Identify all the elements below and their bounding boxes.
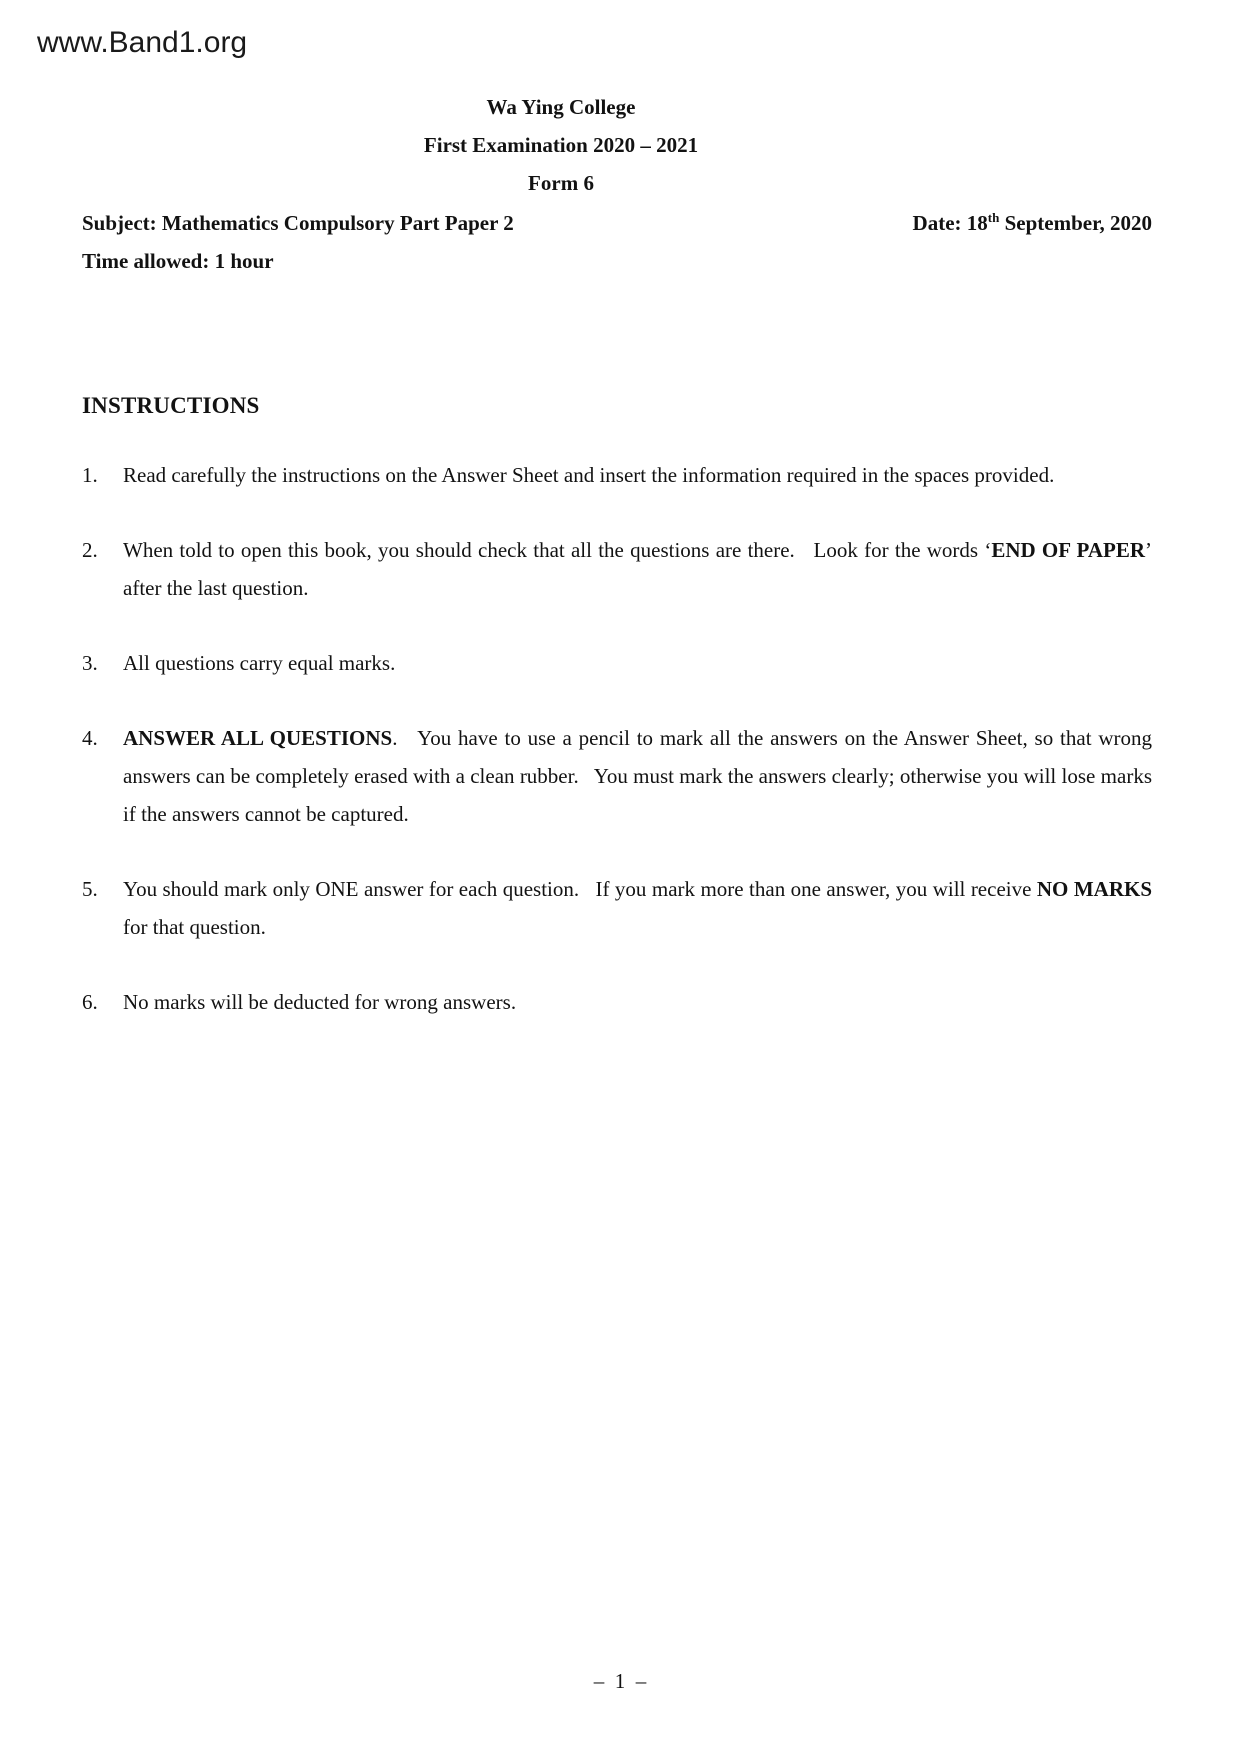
date-line: Date: 18th September, 2020 — [912, 210, 1152, 235]
time-row — [82, 242, 1152, 280]
instruction-number: 1. — [82, 463, 98, 487]
instruction-text: You should mark only ONE answer for each question. If you mark more than one answer, you will receive NO MARKS for that question. — [123, 877, 1158, 939]
instruction-text: ANSWER ALL QUESTIONS. You have to use a pencil to mark all the answers on the Answer Sheet, so that wrong answers can be completely erased with a clean rubber. You must mark the answers clearly; otherwise you will lose marks if the answers cannot be captured. — [123, 726, 1158, 826]
instruction-text: No marks will be deducted for wrong answers. — [123, 990, 517, 1014]
instruction-number: 5. — [82, 877, 98, 901]
instruction-item — [82, 719, 1158, 833]
page-number: – 1 – — [593, 1669, 647, 1693]
instruction-item — [82, 644, 1152, 682]
instruction-text: All questions carry equal marks. — [123, 651, 396, 675]
exam-title: First Examination 2020 – 2021 — [423, 133, 699, 157]
school-name: Wa Ying College — [486, 95, 636, 119]
instructions-heading: INSTRUCTIONS — [82, 393, 260, 418]
form-level: Form 6 — [528, 171, 594, 195]
exam-meta — [82, 204, 1152, 280]
subject-date-row — [82, 204, 1152, 242]
watermark-url: www.Band1.org — [37, 26, 248, 59]
instruction-number: 4. — [82, 726, 98, 750]
instruction-item — [82, 870, 1158, 946]
instruction-text: When told to open this book, you should check that all the questions are there. Look for the words ‘END OF PAPER’ after the last question. — [123, 538, 1158, 600]
subject-line: Subject: Mathematics Compulsory Part Paper 2 — [82, 211, 514, 235]
instructions-section — [82, 392, 1158, 1021]
instruction-item — [82, 983, 1152, 1021]
instruction-text: Read carefully the instructions on the Answer Sheet and insert the information required in the spaces provided. — [123, 463, 1055, 487]
instruction-item — [82, 531, 1158, 607]
instruction-number: 6. — [82, 990, 98, 1014]
instruction-number: 2. — [82, 538, 98, 562]
exam-header — [0, 88, 1122, 202]
instruction-item — [82, 456, 1152, 494]
instruction-number: 3. — [82, 651, 98, 675]
time-allowed-line: Time allowed: 1 hour — [82, 249, 274, 273]
